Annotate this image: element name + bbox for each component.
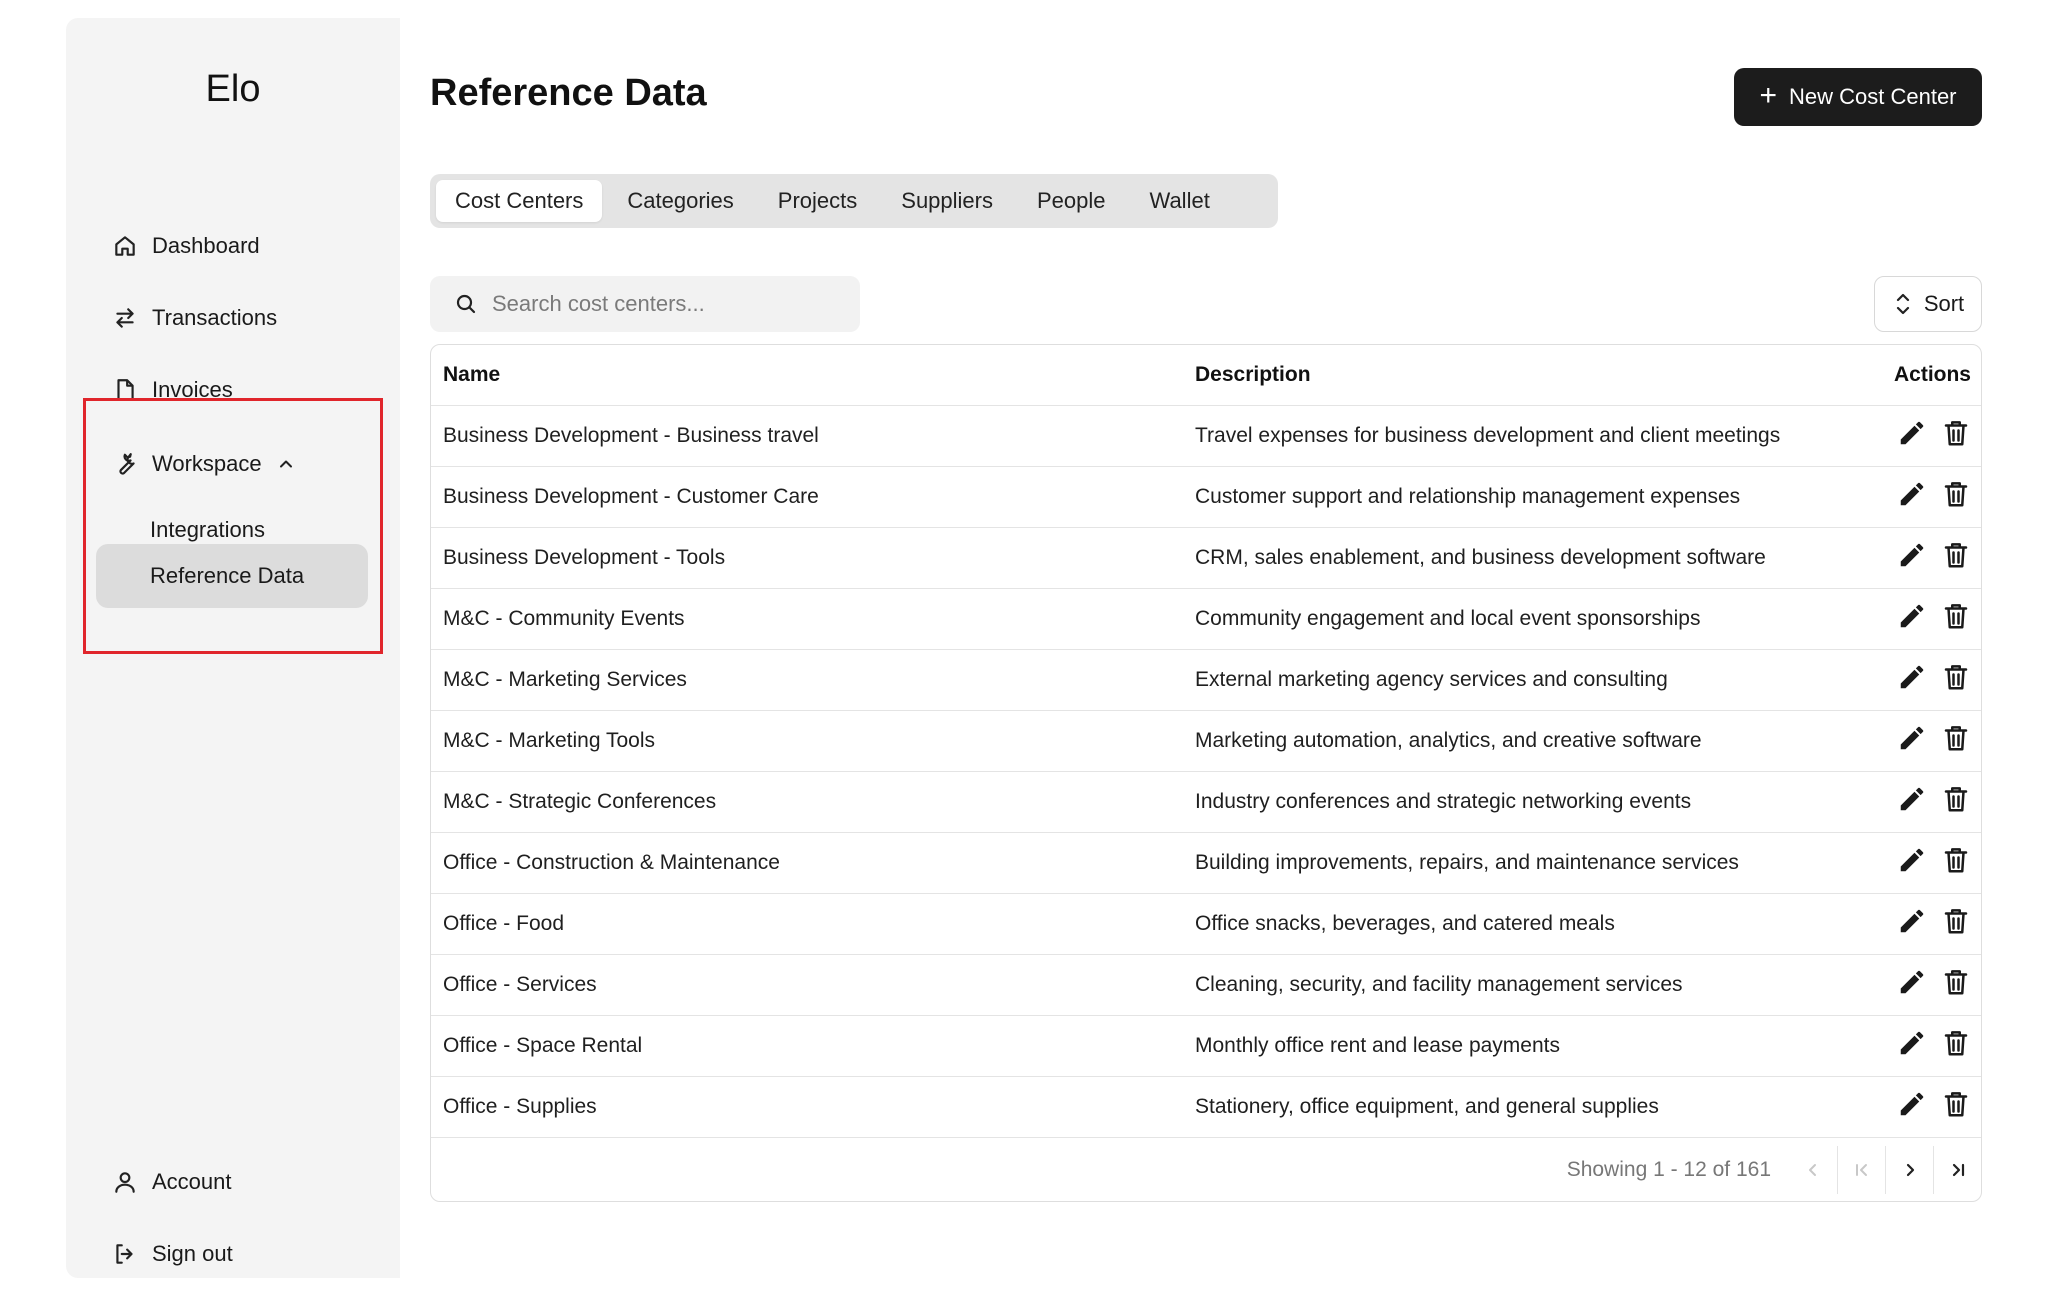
chevrons-last-icon [1948,1160,1968,1180]
pencil-icon[interactable] [1897,601,1927,631]
row-name: Business Development - Business travel [443,423,819,447]
sidebar-item-account[interactable] [112,1158,382,1206]
row-description: Marketing automation, analytics, and creative software [1195,728,1702,752]
previous-page-button[interactable] [1789,1146,1837,1194]
sign-out-icon [112,1241,138,1267]
main-content [430,0,1982,1292]
search-icon [454,292,478,316]
row-actions [1823,649,1982,710]
trash-icon[interactable] [1941,479,1971,509]
row-name: M&C - Marketing Services [443,667,687,691]
table-row [431,893,1982,954]
row-actions [1823,954,1982,1015]
row-description: Customer support and relationship management expenses [1195,484,1741,508]
row-name: Office - Food [443,911,564,935]
sidebar-item-dashboard[interactable] [112,222,382,270]
row-description: Office snacks, beverages, and catered meals [1195,911,1615,935]
pencil-icon[interactable] [1897,662,1927,692]
sidebar-item-label: Integrations [150,517,265,542]
sidebar-item-transactions[interactable] [112,294,382,342]
trash-icon[interactable] [1941,723,1971,753]
sidebar-item-label: Reference Data [150,563,305,588]
trash-icon[interactable] [1941,1089,1971,1119]
highlight-box [83,398,383,654]
row-actions [1823,1076,1982,1137]
tab-suppliers[interactable]: Suppliers [901,188,993,213]
row-description: Industry conferences and strategic networking events [1195,789,1692,813]
arrows-exchange-icon [112,305,138,331]
row-description: Stationery, office equipment, and general supplies [1195,1094,1659,1118]
row-name: Office - Supplies [443,1094,597,1118]
brand-logo: Elo [205,68,261,110]
row-actions [1823,405,1982,466]
chevron-right-icon [1900,1160,1920,1180]
row-name: M&C - Marketing Tools [443,728,656,752]
home-icon [112,233,138,259]
sidebar-item-label: Dashboard [152,233,260,258]
last-page-button[interactable] [1933,1146,1981,1194]
pencil-icon[interactable] [1897,479,1927,509]
sidebar-item-label: Invoices [152,377,233,402]
table-row [431,466,1982,527]
trash-icon[interactable] [1941,1028,1971,1058]
row-description: CRM, sales enablement, and business development software [1195,545,1766,569]
trash-icon[interactable] [1941,967,1971,997]
row-description: Community engagement and local event sponsorships [1195,606,1701,630]
sort-button[interactable] [1874,276,1982,332]
table-row [431,832,1982,893]
tab-people[interactable]: People [1036,188,1106,213]
sort-label: Sort [1923,291,1965,316]
new-cost-center-label: New Cost Center [1789,84,1957,109]
trash-icon[interactable] [1941,784,1971,814]
sidebar-item-label: Workspace [152,451,262,476]
table-row [431,588,1982,649]
pagination [431,1139,1981,1201]
row-actions [1823,710,1982,771]
row-actions [1823,832,1982,893]
trash-icon[interactable] [1941,662,1971,692]
pencil-icon[interactable] [1897,845,1927,875]
pencil-icon[interactable] [1897,784,1927,814]
tab-projects[interactable]: Projects [777,188,858,213]
pencil-icon[interactable] [1897,723,1927,753]
chevrons-first-icon [1852,1160,1872,1180]
page-title: Reference Data [430,72,707,114]
table-row [431,771,1982,832]
table-row [431,527,1982,588]
table-row [431,1015,1982,1076]
pencil-icon[interactable] [1897,1089,1927,1119]
plus-icon: + [1759,78,1777,112]
chevron-left-icon [1803,1160,1823,1180]
trash-icon[interactable] [1941,540,1971,570]
table-header-row [431,345,1982,405]
row-actions [1823,588,1982,649]
sidebar-item-label: Transactions [152,305,278,330]
row-name: Office - Services [443,972,597,996]
pagination-summary: Showing 1 - 12 of 161 [1566,1158,1771,1181]
row-name: Office - Space Rental [443,1033,643,1057]
column-header-description: Description [1195,362,1311,386]
first-page-button[interactable] [1837,1146,1885,1194]
row-actions [1823,527,1982,588]
pencil-icon[interactable] [1897,967,1927,997]
search-input[interactable] [492,291,852,317]
row-actions [1823,466,1982,527]
tab-cost-centers[interactable]: Cost Centers [436,180,602,222]
row-name: M&C - Community Events [443,606,685,630]
sort-icon [1892,291,1914,317]
row-actions [1823,893,1982,954]
column-header-name: Name [443,362,501,386]
trash-icon[interactable] [1941,418,1971,448]
pencil-icon[interactable] [1897,540,1927,570]
user-icon [112,1169,138,1195]
row-name: M&C - Strategic Conferences [443,789,717,813]
tab-wallet[interactable]: Wallet [1149,188,1210,213]
trash-icon[interactable] [1941,845,1971,875]
table-row [431,1076,1982,1137]
sidebar-item-label: Account [152,1169,232,1194]
row-name: Office - Construction & Maintenance [443,850,780,874]
trash-icon[interactable] [1941,906,1971,936]
pencil-icon[interactable] [1897,906,1927,936]
table-row [431,954,1982,1015]
cost-centers-table [430,344,1982,1202]
row-description: External marketing agency services and consulting [1195,667,1668,691]
sidebar-item-label: Sign out [152,1241,233,1266]
new-cost-center-button[interactable] [1734,68,1982,126]
pencil-icon[interactable] [1897,418,1927,448]
row-description: Cleaning, security, and facility management services [1195,972,1683,996]
row-description: Building improvements, repairs, and maintenance services [1195,850,1739,874]
tab-categories[interactable]: Categories [627,188,734,213]
search-box [430,276,860,332]
row-actions [1823,1015,1982,1076]
row-name: Business Development - Customer Care [443,484,819,508]
row-description: Monthly office rent and lease payments [1195,1033,1560,1057]
pencil-icon[interactable] [1897,1028,1927,1058]
column-header-actions: Actions [1893,362,1971,386]
next-page-button[interactable] [1885,1146,1933,1194]
row-name: Business Development - Tools [443,545,726,569]
tab-bar [430,174,1278,228]
row-actions [1823,771,1982,832]
table-row [431,405,1982,466]
table-row [431,710,1982,771]
table-row [431,649,1982,710]
trash-icon[interactable] [1941,601,1971,631]
row-description: Travel expenses for business development and client meetings [1195,423,1781,447]
sidebar-item-sign-out[interactable] [112,1230,382,1278]
